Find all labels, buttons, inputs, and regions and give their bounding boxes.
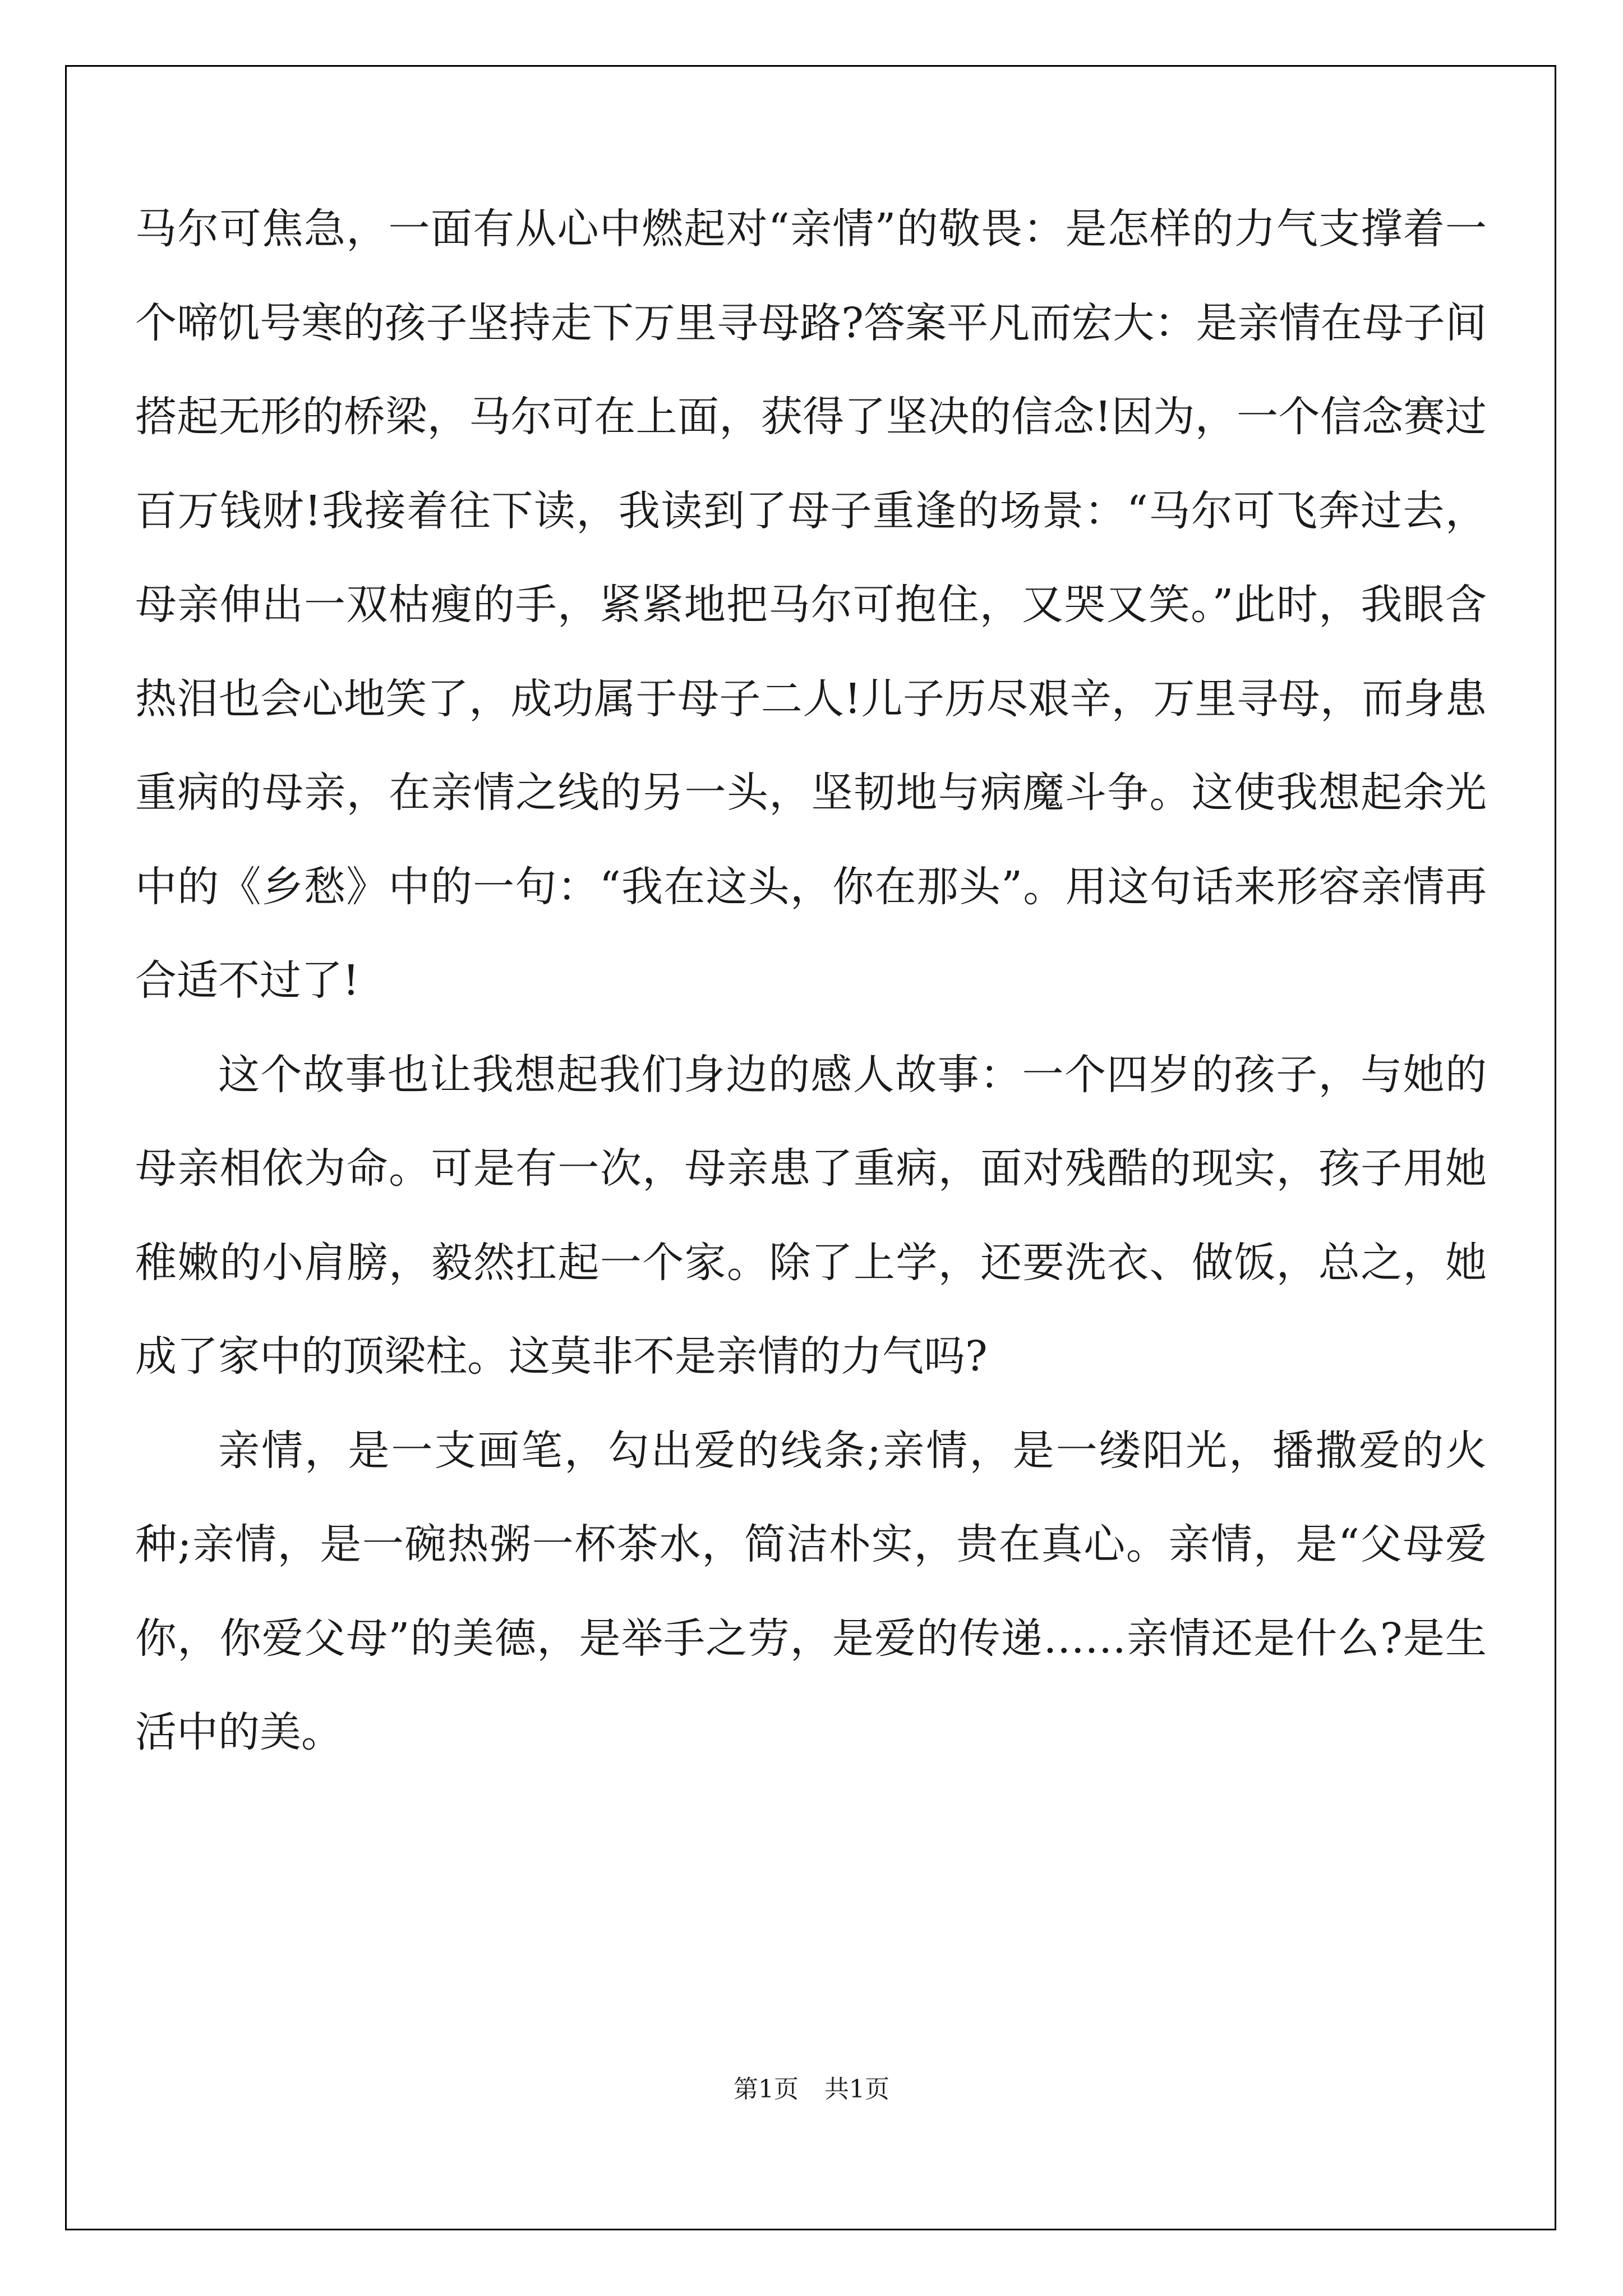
paragraph-3: 亲情，是一支画笔，勾出爱的线条;亲情，是一缕阳光，播撒爱的火种;亲情，是一碗热粥一杯茶水，简洁朴实，贵在真心。亲情，是“父母爱你，你爱父母”的美德，是举手之劳，是爱的传递……亲情还是什么?是生活中的美。 — [135, 1426, 1487, 1756]
page-footer — [0, 2069, 1623, 2105]
document-body — [135, 182, 1487, 1780]
paragraph-2: 这个故事也让我想起我们身边的感人故事：一个四岁的孩子，与她的母亲相依为命。可是有一次，母亲患了重病，面对残酷的现实，孩子用她稚嫩的小肩膀，毅然扛起一个家。除了上学，还要洗衣、做饭，总之，她成了家中的顶梁柱。这莫非不是亲情的力气吗? — [135, 1050, 1487, 1381]
page-number-current: 第1页 — [734, 2075, 799, 2104]
page-number-total: 共1页 — [824, 2075, 889, 2104]
paragraph-1: 马尔可焦急，一面有从心中燃起对“亲情”的敬畏：是怎样的力气支撑着一个啼饥号寒的孩子坚持走下万里寻母路?答案平凡而宏大：是亲情在母子间搭起无形的桥梁，马尔可在上面，获得了坚决的信念!因为，一个信念赛过百万钱财!我接着往下读，我读到了母子重逢的场景：“马尔可飞奔过去，母亲伸出一双枯瘦的手，紧紧地把马尔可抱住，又哭又笑。”此时，我眼含热泪也会心地笑了，成功属于母子二人!儿子历尽艰辛，万里寻母，而身患重病的母亲，在亲情之线的另一头，坚韧地与病魔斗争。这使我想起余光中的《乡愁》中的一句：“我在这头，你在那头”。用这句话来形容亲情再合适不过了! — [135, 205, 1487, 1005]
